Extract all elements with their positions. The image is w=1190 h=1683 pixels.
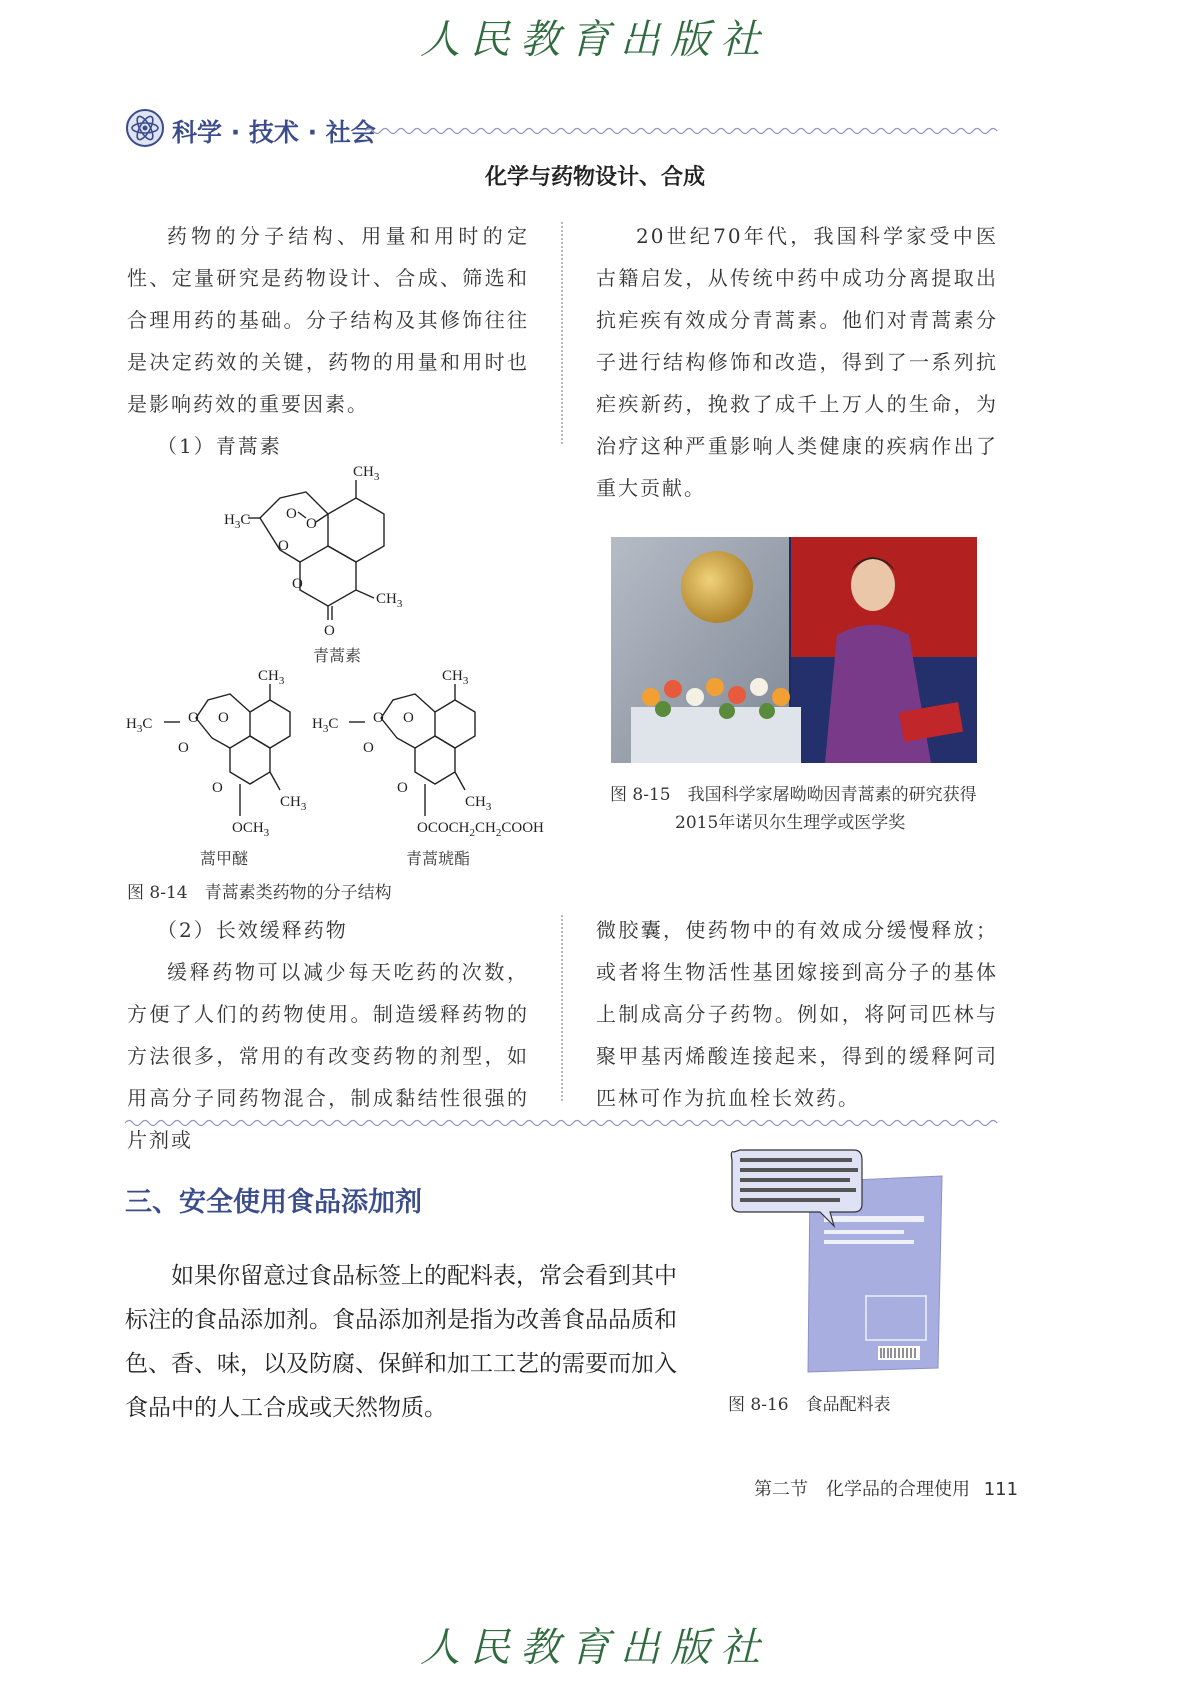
svg-text:O: O <box>286 506 297 522</box>
svg-text:O: O <box>373 710 384 726</box>
artemisinin-structure <box>224 464 403 665</box>
column-divider <box>561 222 563 444</box>
svg-text:OCH3: $OCH_3$ <box>232 820 270 839</box>
svg-text:O: O <box>178 740 189 756</box>
page-number: 111 <box>983 1479 1019 1500</box>
item-sustained-release: （2）长效缓释药物 <box>157 918 348 942</box>
fig-8-16-caption: 图 8-16 食品配料表 <box>728 1395 891 1415</box>
svg-text:O: O <box>397 780 408 796</box>
chemical-structures-diagram <box>120 460 580 880</box>
fig-8-15-caption-line2: 2015年诺贝尔生理学或医学奖 <box>675 813 906 833</box>
svg-text:O: O <box>212 780 223 796</box>
chapter-footer <box>754 1475 1018 1501</box>
fig-8-14-caption: 图 8-14 青蒿素类药物的分子结构 <box>127 883 392 903</box>
svg-text:OCOCH2CH2COOH: $OCOCH_2CH_2COOH$ <box>417 820 544 839</box>
artemether-label: 蒿甲醚 <box>200 849 249 868</box>
publisher-logo-bottom: 人民教育出版社 <box>420 1625 770 1671</box>
artemether-structure <box>126 668 307 868</box>
item-artemisinin: （1）青蒿素 <box>157 434 282 458</box>
svg-text:CH3: $CH_3$ <box>258 668 285 687</box>
atom-icon <box>125 108 165 148</box>
section-3-heading: 三、安全使用食品添加剂 <box>125 1187 422 1218</box>
svg-text:CH3: $CH_3$ <box>280 794 307 813</box>
left-column-text <box>127 215 529 467</box>
fig-8-15-caption-line1: 图 8-15 我国科学家屠呦呦因青蒿素的研究获得 <box>610 785 977 805</box>
right-column-text-2 <box>596 909 998 1119</box>
svg-text:O: O <box>306 516 317 532</box>
svg-text:H3C: $H_3C$ <box>224 512 251 531</box>
food-ingredient-label-photo <box>728 1146 948 1378</box>
svg-text:O: O <box>403 710 414 726</box>
section-label: 科学 · 技术 · 社会 <box>172 118 376 147</box>
right-column-text <box>596 215 998 509</box>
wavy-divider-bottom <box>125 1118 1000 1128</box>
food-additive-paragraph: 如果你留意过食品标签上的配料表，常会看到其中标注的食品添加剂。食品添加剂是指为改善食品品质和色、香、味，以及防腐、保鲜和加工工艺的需要而加入食品中的人工合成或天然物质。 <box>125 1263 677 1421</box>
artemisinin-label: 青蒿素 <box>313 646 362 665</box>
artesunate-structure <box>312 668 544 868</box>
section-3-body <box>125 1254 697 1430</box>
svg-text:O: O <box>188 710 199 726</box>
svg-text:H3C: $H_3C$ <box>312 716 339 735</box>
publisher-logo: 人民教育出版社 <box>420 17 770 63</box>
svg-text:O: O <box>292 576 303 592</box>
wavy-divider-top <box>365 126 1000 136</box>
sustained-release-paragraph-cont: 微胶囊，使药物中的有效成分缓慢释放；或者将生物活性基团嫁接到高分子的基体上制成高分子药物。例如，将阿司匹林与聚甲基丙烯酸连接起来，得到的缓释阿司匹林可作为抗血栓长效药。 <box>596 918 998 1110</box>
column-divider-2 <box>561 915 563 1101</box>
artesunate-label: 青蒿琥酯 <box>406 849 471 868</box>
nobel-prize-photo <box>611 537 977 763</box>
article-title: 化学与药物设计、合成 <box>484 165 705 190</box>
sustained-release-paragraph: 缓释药物可以减少每天吃药的次数，方便了人们的药物使用。制造缓释药物的方法很多，常用的有改变药物的剂型，如用高分子同药物混合，制成黏结性很强的片剂或 <box>127 960 529 1152</box>
svg-text:O: O <box>278 538 289 554</box>
history-paragraph: 20世纪70年代，我国科学家受中医古籍启发，从传统中药中成功分离提取出抗疟疾有效成分青蒿素。他们对青蒿素分子进行结构修饰和改造，得到了一系列抗疟疾新药，挽救了成千上万人的生命，为治疗这种严重影响人类健康的疾病作出了重大贡献。 <box>596 224 998 500</box>
svg-text:CH3: $CH_3$ <box>465 794 492 813</box>
svg-text:O: O <box>363 740 374 756</box>
footer-section-title: 第二节 化学品的合理使用 <box>754 1479 970 1500</box>
fig-8-15-caption <box>610 781 977 837</box>
svg-text:CH3: $CH_3$ <box>353 464 380 483</box>
svg-text:O: O <box>218 710 229 726</box>
intro-paragraph: 药物的分子结构、用量和用时的定性、定量研究是药物设计、合成、筛选和合理用药的基础。分子结构及其修饰往往是决定药效的关键，药物的用量和用时也是影响药效的重要因素。 <box>127 224 529 416</box>
svg-text:H3C: $H_3C$ <box>126 716 153 735</box>
svg-text:O: O <box>324 623 335 639</box>
svg-text:CH3: $CH_3$ <box>442 668 469 687</box>
svg-text:CH3: $CH_3$ <box>376 591 403 610</box>
